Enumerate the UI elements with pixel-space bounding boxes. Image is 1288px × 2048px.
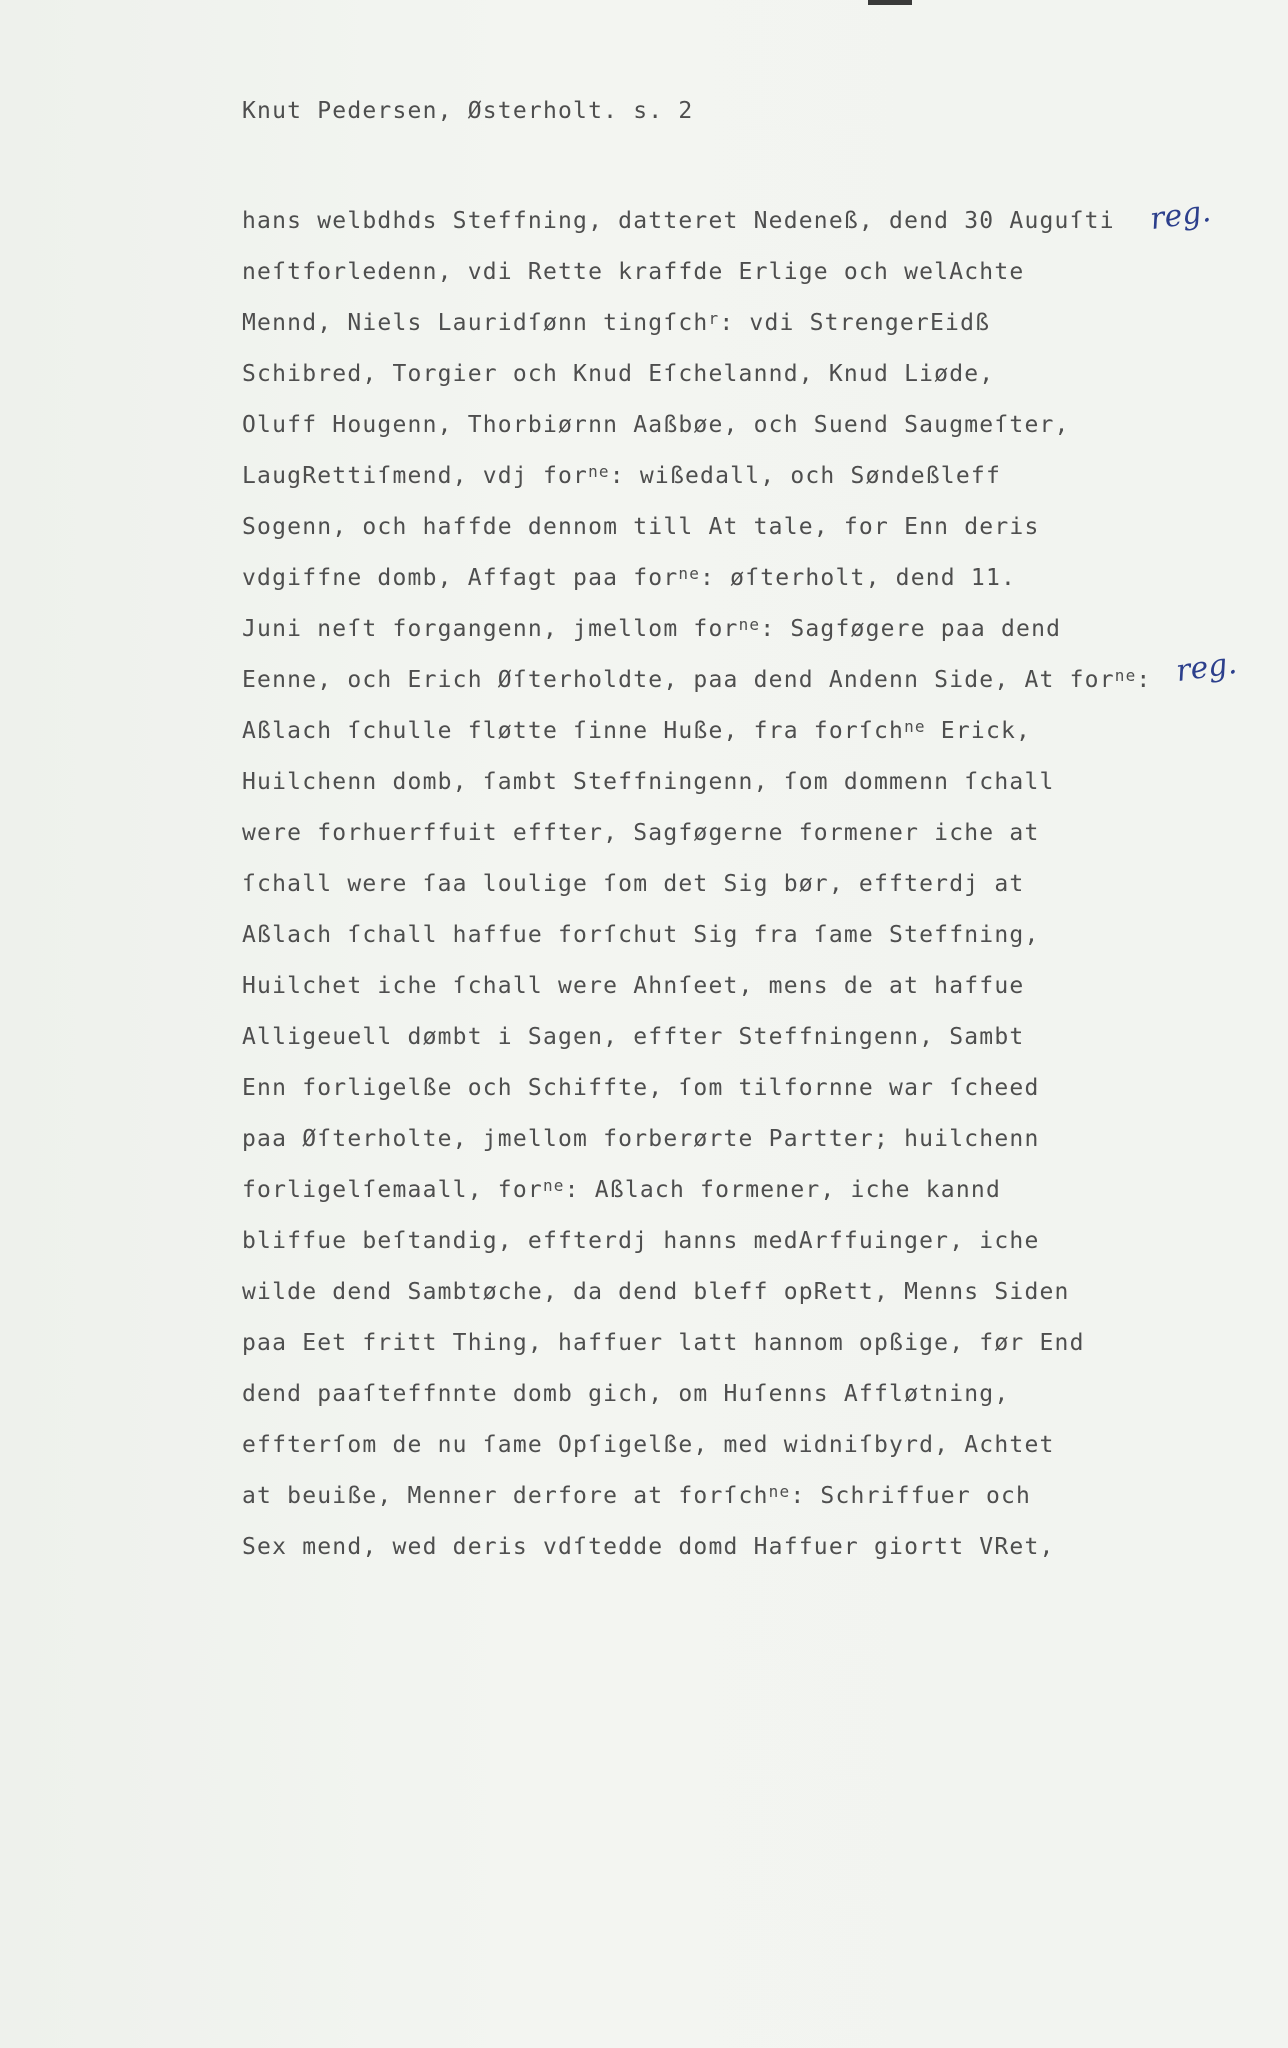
line-text: Oluff Hougenn, Thorbiørnn Aaßbøe, och Suend Saugmeſter, bbox=[242, 412, 1070, 438]
line-text: Juni neſt forgangenn, jmellom for bbox=[242, 616, 739, 642]
document-header: Knut Pedersen, Østerholt. s. 2 bbox=[242, 98, 694, 124]
line-text: bliffue beſtandig, effterdj hanns medArffuinger, iche bbox=[242, 1228, 1040, 1254]
text-line bbox=[242, 1420, 1122, 1471]
text-line bbox=[242, 400, 1122, 451]
text-line bbox=[242, 1114, 1122, 1165]
line-text: ſchall were ſaa loulige ſom det Sig bør, effterdj at bbox=[242, 871, 1025, 897]
superscript-abbrev: r bbox=[708, 309, 720, 328]
text-line bbox=[242, 451, 1122, 502]
line-text: Aßlach ſchall haffue forſchut Sig fra ſame Steffning, bbox=[242, 922, 1040, 948]
text-line bbox=[242, 349, 1122, 400]
superscript-abbrev: ne bbox=[738, 615, 761, 634]
text-line bbox=[242, 1318, 1122, 1369]
text-line bbox=[242, 1369, 1122, 1420]
text-line bbox=[242, 808, 1122, 859]
line-text: Eenne, och Erich Øſterholdte, paa dend Andenn Side, At for bbox=[242, 667, 1115, 693]
margin-note-reg: reg. bbox=[1147, 193, 1213, 238]
line-text: Sogenn, och haffde dennom till At tale, for Enn deris bbox=[242, 514, 1040, 540]
line-text: vdgiffne domb, Affagt paa for bbox=[242, 565, 679, 591]
transcription-body bbox=[242, 196, 1152, 1573]
line-text: Mennd, Niels Lauridſønn tingſch bbox=[242, 310, 709, 336]
text-line bbox=[242, 1012, 1122, 1063]
text-line bbox=[242, 247, 1122, 298]
line-text-continuation: : Aßlach formener, iche kannd bbox=[564, 1177, 1001, 1203]
line-text-continuation: : øſterholt, dend 11. bbox=[700, 565, 1017, 591]
line-text: effterſom de nu ſame Opſigelße, med widniſbyrd, Achtet bbox=[242, 1432, 1055, 1458]
superscript-abbrev: ne bbox=[768, 1482, 791, 1501]
line-text: Schibred, Torgier och Knud Eſchelannd, Knud Liøde, bbox=[242, 361, 995, 387]
margin-note-reg: reg. bbox=[1173, 645, 1239, 690]
text-line bbox=[242, 604, 1122, 655]
line-text: dend paaſteffnnte domb gich, om Huſenns Affløtning, bbox=[242, 1381, 1010, 1407]
line-text-continuation: : Sagføgere paa dend bbox=[760, 616, 1062, 642]
line-text: Sex mend, wed deris vdſtedde domd Haffuer giortt VRet, bbox=[242, 1534, 1055, 1560]
text-line bbox=[242, 1471, 1122, 1522]
text-line bbox=[242, 757, 1122, 808]
text-line bbox=[242, 859, 1122, 910]
line-text: Aßlach ſchulle fløtte ſinne Huße, fra forſch bbox=[242, 718, 905, 744]
text-line bbox=[242, 502, 1122, 553]
text-line bbox=[242, 1522, 1122, 1573]
line-text-continuation: : bbox=[1136, 667, 1152, 693]
text-line bbox=[242, 1165, 1122, 1216]
text-line bbox=[242, 1267, 1122, 1318]
line-text: were forhuerffuit effter, Sagføgerne formener iche at bbox=[242, 820, 1040, 846]
line-text-continuation: Erick, bbox=[925, 718, 1032, 744]
text-line bbox=[242, 1063, 1122, 1114]
superscript-abbrev: ne bbox=[542, 1176, 565, 1195]
line-text: paa Eet fritt Thing, haffuer latt hannom opßige, før End bbox=[242, 1330, 1085, 1356]
line-text: wilde dend Sambtøche, da dend bleff opRett, Menns Siden bbox=[242, 1279, 1070, 1305]
line-text: at beuiße, Menner derfore at forſch bbox=[242, 1483, 769, 1509]
text-line bbox=[242, 1216, 1122, 1267]
text-line bbox=[242, 655, 1152, 706]
superscript-abbrev: ne bbox=[678, 564, 701, 583]
line-text: Enn forligelße och Schiffte, ſom tilfornne war ſcheed bbox=[242, 1075, 1040, 1101]
line-text: Huilchet iche ſchall were Ahnſeet, mens de at haffue bbox=[242, 973, 1025, 999]
line-text: neſtforledenn, vdi Rette kraffde Erlige och welAchte bbox=[242, 259, 1025, 285]
text-line bbox=[242, 196, 1122, 247]
text-line bbox=[242, 961, 1122, 1012]
scan-edge-mark bbox=[868, 0, 912, 5]
line-text-continuation: : vdi StrengerEidß bbox=[719, 310, 991, 336]
line-text-continuation: : Schriffuer och bbox=[790, 1483, 1032, 1509]
superscript-abbrev: ne bbox=[588, 462, 610, 481]
text-line bbox=[242, 706, 1122, 757]
line-text: Huilchenn domb, ſambt Steffningenn, ſom dommenn ſchall bbox=[242, 769, 1055, 795]
line-text-continuation: : wißedall, och Søndeßleff bbox=[609, 463, 1001, 489]
line-text: Alligeuell dømbt i Sagen, effter Steffningenn, Sambt bbox=[242, 1024, 1025, 1050]
line-text: hans welbdhds Steffning, datteret Nedeneß, dend 30 Auguſti bbox=[242, 208, 1115, 234]
text-line bbox=[242, 553, 1122, 604]
superscript-abbrev: ne bbox=[1114, 666, 1137, 685]
line-text: paa Øſterholte, jmellom forberørte Partter; huilchenn bbox=[242, 1126, 1040, 1152]
text-line bbox=[242, 298, 1122, 349]
line-text: LaugRettiſmend, vdj for bbox=[242, 463, 589, 489]
line-text: forligelſemaall, for bbox=[242, 1177, 543, 1203]
superscript-abbrev: ne bbox=[904, 717, 926, 736]
text-line bbox=[242, 910, 1122, 961]
